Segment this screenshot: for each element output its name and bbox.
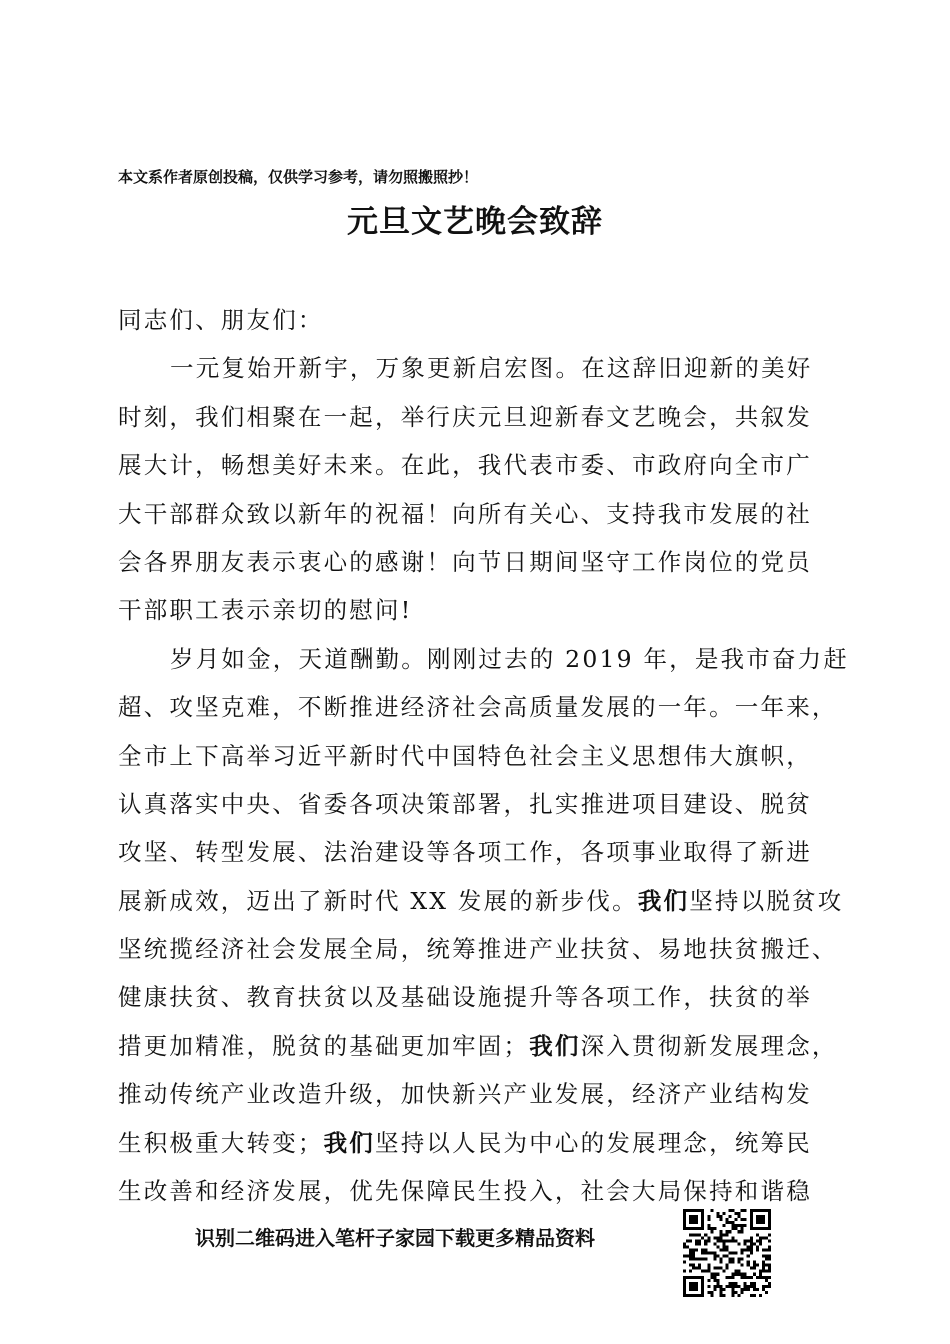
body-line <box>118 1070 834 1118</box>
emphasis-text: 我们 <box>529 1031 581 1060</box>
line-text: 深入贯彻新发展理念， <box>580 1031 838 1060</box>
body-line <box>118 1119 834 1167</box>
line-text: 坚持以脱贫攻 <box>689 886 844 915</box>
body-line <box>118 586 834 634</box>
body-line <box>118 490 834 538</box>
line-text: 推动传统产业改造升级，加快新兴产业发展，经济产业结构发 <box>118 1080 812 1109</box>
body-line <box>118 296 834 344</box>
body-line <box>118 780 834 828</box>
line-text: 认真落实中央、省委各项决策部署，扎实推进项目建设、脱贫 <box>118 789 812 818</box>
body-line <box>118 973 834 1021</box>
body-line <box>118 393 834 441</box>
disclaimer-note: 本文系作者原创投稿，仅供学习参考，请勿照搬照抄！ <box>118 168 479 186</box>
line-text: 坚持以人民为中心的发展理念，统筹民 <box>375 1128 812 1157</box>
body-line <box>118 925 838 973</box>
footer-promo-text: 识别二维码进入笔杆子家园下载更多精品资料 <box>195 1226 595 1250</box>
line-text: 健康扶贫、教育扶贫以及基础设施提升等各项工作，扶贫的举 <box>118 983 812 1012</box>
line-text: 时刻，我们相聚在一起，举行庆元旦迎新春文艺晚会，共叙发 <box>118 402 812 431</box>
body-line <box>118 1022 838 1070</box>
line-text: 全市上下高举习近平新时代中国特色社会主义思想伟大旗帜， <box>118 741 812 770</box>
line-text: 干部职工表示亲切的慰问! <box>118 596 413 625</box>
document-body <box>118 296 850 1215</box>
emphasis-text: 我们 <box>323 1128 376 1157</box>
body-line <box>118 683 838 731</box>
line-text: 同志们、朋友们： <box>118 306 324 334</box>
line-text: 岁月如金，天道酬勤。刚刚过去的 2019 年，是我市奋力赶 <box>170 644 850 673</box>
body-line <box>118 828 834 876</box>
line-text: 超、攻坚克难，不断推进经济社会高质量发展的一年。一年来， <box>118 693 838 722</box>
body-line <box>118 732 834 780</box>
body-line <box>118 635 850 683</box>
line-text: 一元复始开新宇，万象更新启宏图。在这辞旧迎新的美好 <box>170 354 813 383</box>
body-line <box>118 441 834 489</box>
line-text: 措更加精准，脱贫的基础更加牢固； <box>118 1031 530 1060</box>
line-text: 会各界朋友表示衷心的感谢！向节日期间坚守工作岗位的党员 <box>118 547 812 576</box>
line-text: 攻坚、转型发展、法治建设等各项工作，各项事业取得了新进 <box>118 838 812 867</box>
document-title: 元旦文艺晚会致辞 <box>347 204 603 240</box>
body-line <box>118 538 834 586</box>
emphasis-text: 我们 <box>637 886 690 915</box>
line-text: 坚统揽经济社会发展全局，统筹推进产业扶贫、易地扶贫搬迁、 <box>118 935 838 964</box>
line-text: 展新成效，迈出了新时代 XX 发展的新步伐。 <box>118 886 638 915</box>
qr-code-icon[interactable] <box>683 1209 771 1297</box>
line-text: 展大计，畅想美好未来。在此，我代表市委、市政府向全市广 <box>118 451 812 480</box>
line-text: 大干部群众致以新年的祝福！向所有关心、支持我市发展的社 <box>118 499 812 528</box>
body-line <box>118 344 834 392</box>
line-text: 生改善和经济发展，优先保障民生投入，社会大局保持和谐稳 <box>118 1177 812 1206</box>
line-text: 生积极重大转变； <box>118 1128 324 1157</box>
body-line <box>118 877 844 925</box>
